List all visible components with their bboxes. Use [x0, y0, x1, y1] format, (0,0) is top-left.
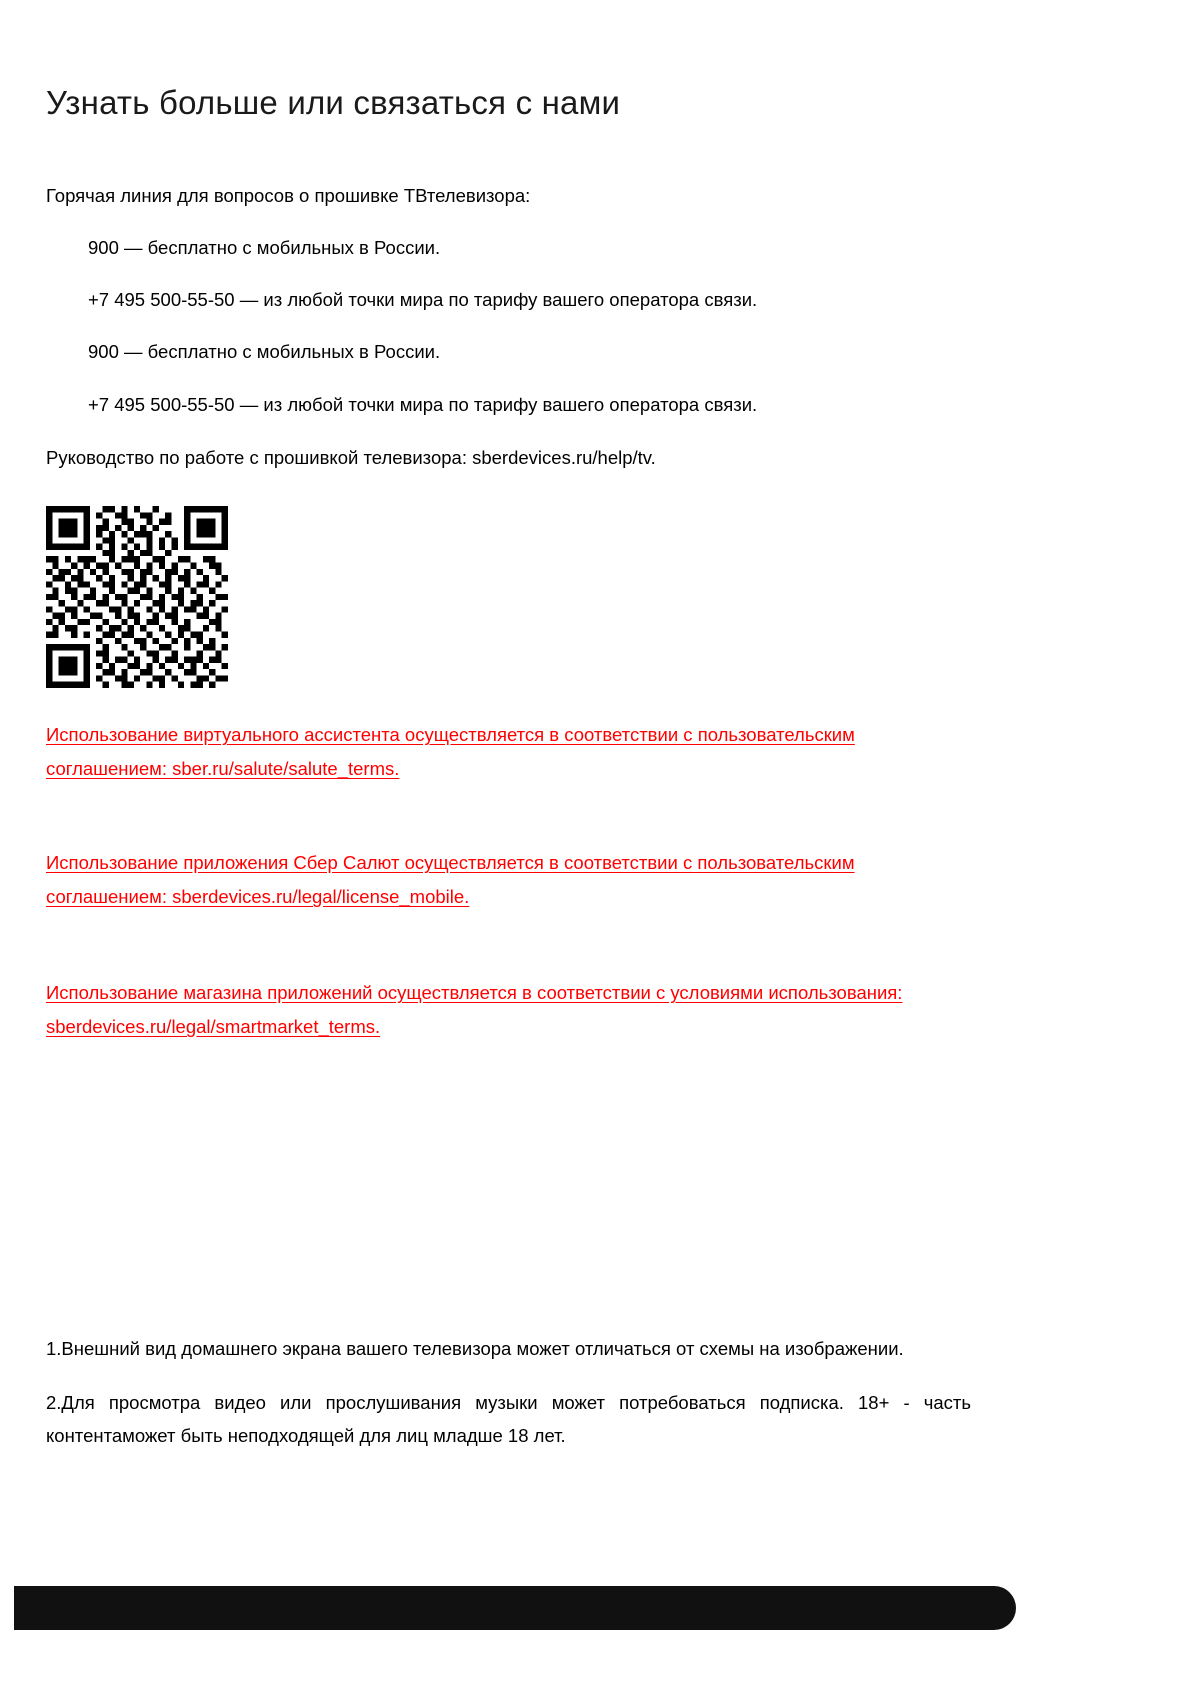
hotline-intro-text: Горячая линия для вопросов о прошивке ТВтелевизора:	[46, 185, 531, 206]
qr-code-icon	[46, 506, 228, 688]
hotline-phone-item: +7 495 500-55-50 — из любой точки мира по тарифу вашего оператора связи.	[88, 394, 758, 415]
hotline-phone-item: 900 — бесплатно с мобильных в России.	[88, 237, 441, 258]
legal-link-app[interactable]: Использование приложения Сбер Салют осуществляется в соответствии с пользовательским соглашением: sberdevices.ru/legal/license_mobile.	[46, 852, 855, 907]
footnote-item: 2.Для просмотра видео или прослушивания музыки может потребоваться подписка. 18+ - часть контентаможет быть неподходящей для лиц младше 18 лет.	[46, 1392, 971, 1446]
hotline-phone-item: +7 495 500-55-50 — из любой точки мира по тарифу вашего оператора связи.	[88, 289, 758, 310]
legal-link-assistant[interactable]: Использование виртуального ассистента осуществляется в соответствии с пользовательским соглашением: sber.ru/salute/salute_terms.	[46, 724, 855, 779]
legal-link-store[interactable]: Использование магазина приложений осуществляется в соответствии с условиями использования: sberdevices.ru/legal/smartmarket_terms.	[46, 982, 903, 1037]
hotline-phone-item: 900 — бесплатно с мобильных в России.	[88, 341, 441, 362]
page-title: Узнать больше или связаться с нами	[46, 84, 621, 122]
footnote-item: 1.Внешний вид домашнего экрана вашего телевизора может отличаться от схемы на изображении.	[46, 1338, 904, 1359]
bottom-bar	[14, 1586, 1016, 1630]
guide-link-text: Руководство по работе с прошивкой телевизора: sberdevices.ru/help/tv.	[46, 447, 656, 468]
